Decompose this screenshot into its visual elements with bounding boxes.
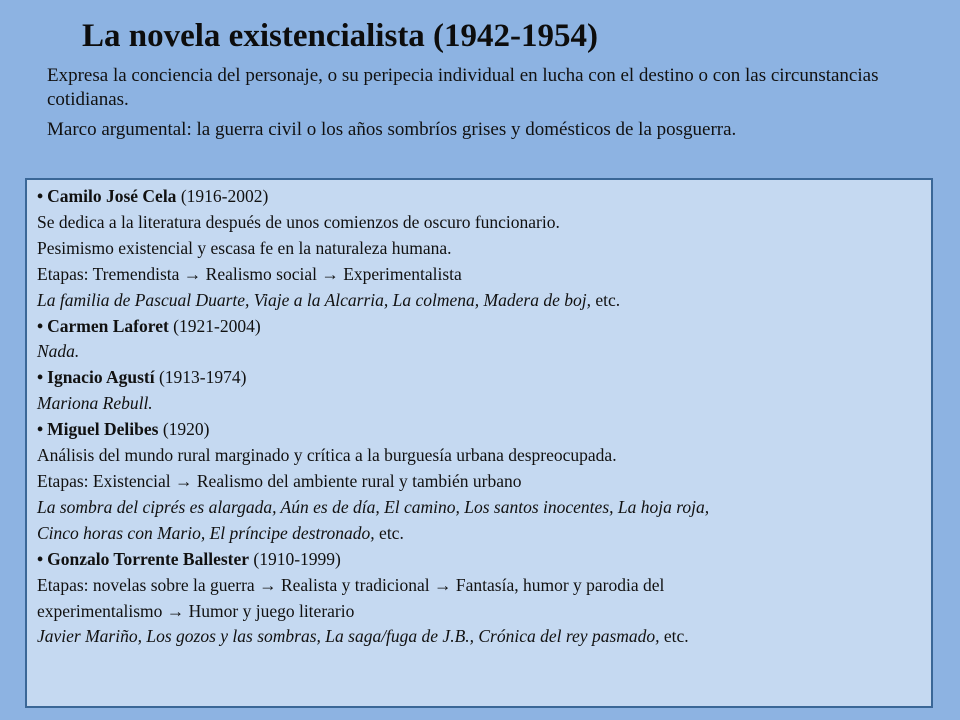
author-works bbox=[37, 521, 921, 547]
authors-panel bbox=[25, 178, 933, 708]
author-works bbox=[37, 288, 921, 314]
works-etc: etc. bbox=[659, 626, 689, 647]
bullet-icon: • bbox=[37, 315, 44, 336]
author-heading bbox=[37, 417, 921, 443]
author-heading bbox=[37, 547, 921, 573]
works-etc: etc. bbox=[590, 289, 621, 310]
author-years: (1916-2002) bbox=[176, 186, 269, 206]
author-works: Nada. bbox=[37, 341, 80, 362]
intro-paragraph-1: Expresa la conciencia del personaje, o su peripecia individual en lucha con el destino o con las circunstancias cotidianas. bbox=[47, 65, 879, 110]
works-titles: La familia de Pascual Duarte, Viaje a la Alcarria, La colmena, Madera de boj, bbox=[37, 289, 591, 310]
author-description: Análisis del mundo rural marginado y crítica a la burguesía urbana despreocupada. bbox=[37, 445, 617, 466]
works-etc: etc. bbox=[374, 522, 404, 543]
author-stages: Etapas: novelas sobre la guerra → Realista y tradicional → Fantasía, humor y parodia del bbox=[37, 574, 665, 595]
intro-text bbox=[47, 64, 937, 142]
works-titles: Cinco horas con Mario, El príncipe destronado, bbox=[37, 522, 375, 543]
author-description: Pesimismo existencial y escasa fe en la naturaleza humana. bbox=[37, 237, 452, 258]
slide-title: La novela existencialista (1942-1954) bbox=[82, 18, 599, 54]
author-heading bbox=[37, 184, 921, 210]
author-stages: Etapas: Tremendista → Realismo social → Experimentalista bbox=[37, 263, 462, 284]
works-titles: Javier Mariño, Los gozos y las sombras, La saga/fuga de J.B., Crónica del rey pasmado, bbox=[37, 626, 660, 647]
author-years: (1920) bbox=[158, 419, 210, 440]
author-name: Carmen Laforet bbox=[47, 315, 169, 336]
author-years: (1913-1974) bbox=[154, 367, 247, 388]
intro-paragraph-2: Marco argumental: la guerra civil o los años sombríos grises y domésticos de la posguerra. bbox=[47, 119, 737, 140]
author-years: (1921-2004) bbox=[168, 315, 261, 336]
bullet-icon: • bbox=[37, 548, 44, 569]
author-works bbox=[37, 624, 921, 650]
author-heading bbox=[37, 365, 921, 391]
author-years: (1910-1999) bbox=[249, 548, 341, 569]
author-name: Camilo José Cela bbox=[47, 186, 177, 206]
author-name: Ignacio Agustí bbox=[47, 367, 155, 388]
author-works: Mariona Rebull. bbox=[37, 393, 153, 414]
author-heading bbox=[37, 314, 921, 340]
author-name: Gonzalo Torrente Ballester bbox=[47, 548, 250, 569]
bullet-icon: • bbox=[37, 186, 44, 206]
author-description: Se dedica a la literatura después de unos comienzos de oscuro funcionario. bbox=[37, 211, 560, 232]
author-stages: experimentalismo → Humor y juego literario bbox=[37, 600, 355, 621]
author-name: Miguel Delibes bbox=[47, 419, 159, 440]
bullet-icon: • bbox=[37, 367, 44, 388]
author-stages: Etapas: Existencial → Realismo del ambiente rural y también urbano bbox=[37, 470, 522, 491]
author-works: La sombra del ciprés es alargada, Aún es de día, El camino, Los santos inocentes, La hoja roja, bbox=[37, 496, 710, 517]
bullet-icon: • bbox=[37, 419, 44, 440]
